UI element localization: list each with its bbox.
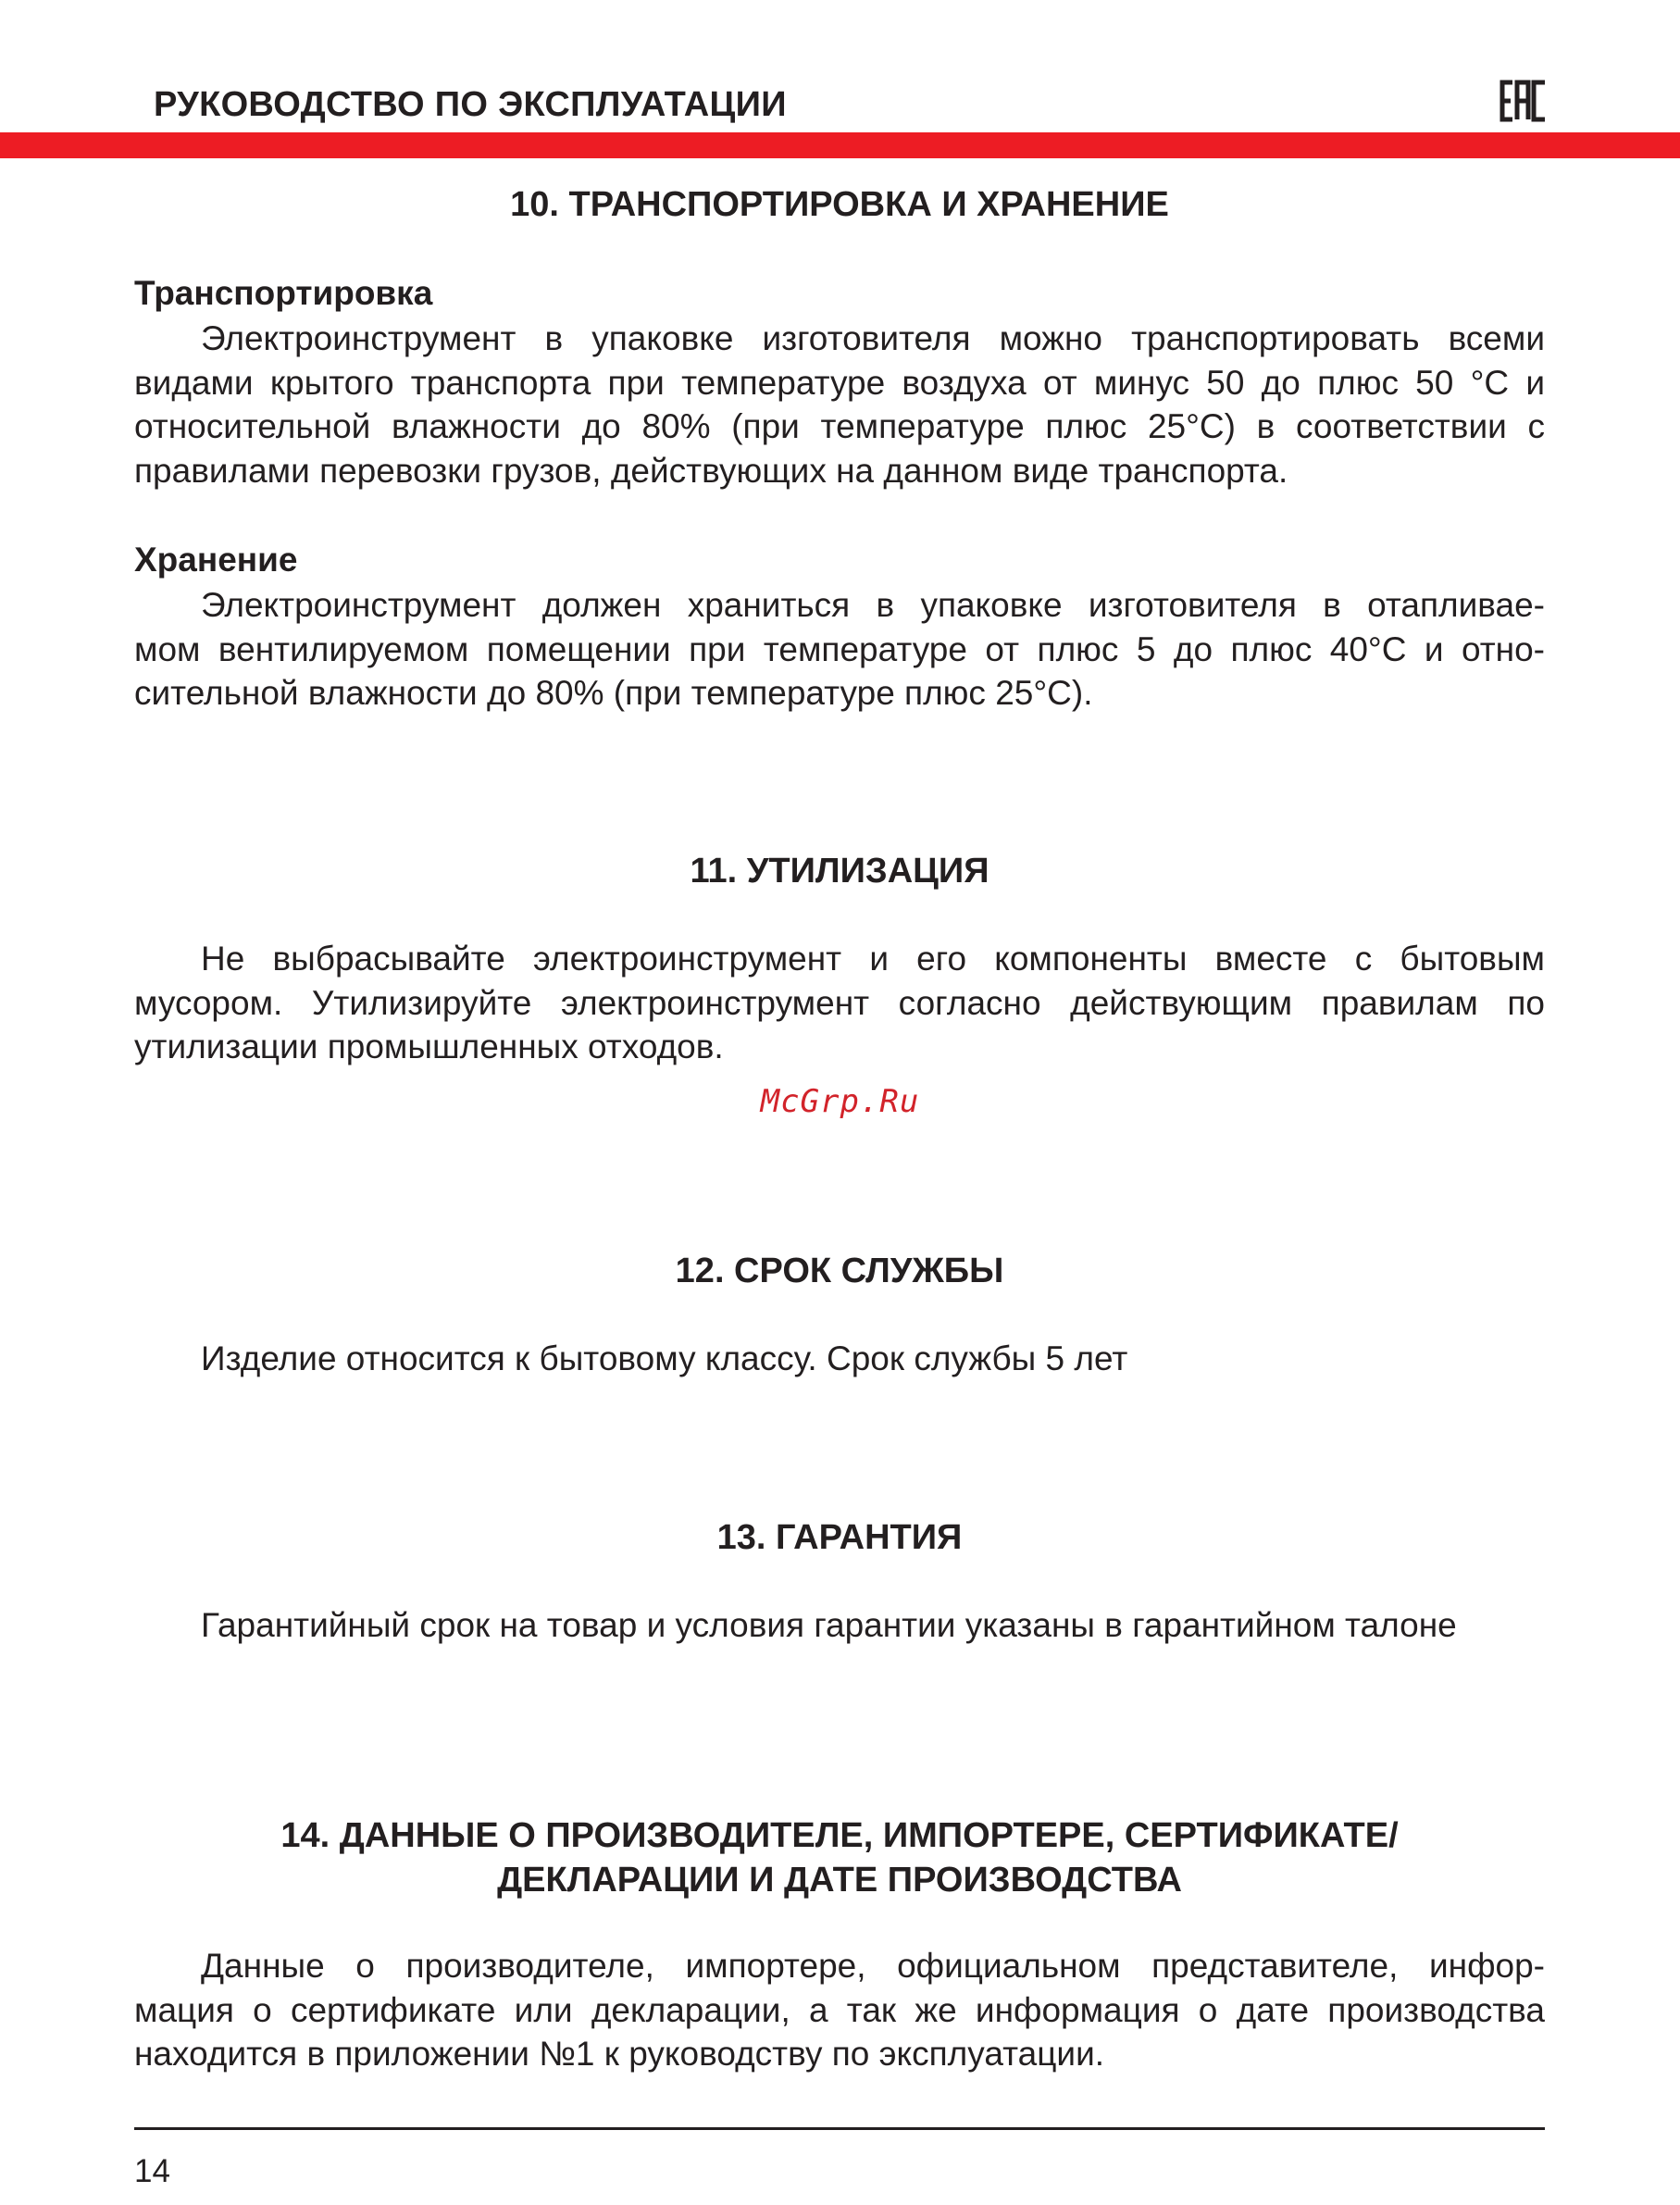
eac-certification-logo (1500, 80, 1548, 122)
service-life-paragraph (134, 1337, 1545, 1381)
page-number: 14 (134, 2153, 170, 2189)
document-header-title: РУКОВОДСТВО ПО ЭКСПЛУАТАЦИИ (154, 85, 787, 124)
paragraph-line: видами крытого транспорта при температуре воздуха от минус 50 до плюс 50 °С и (134, 363, 1545, 402)
paragraph-line: мусором. Утилизируйте электроинструмент согласно действующим правилам по (134, 983, 1545, 1022)
disposal-paragraph (134, 937, 1545, 1069)
storage-subheading: Хранение (134, 541, 298, 579)
paragraph-line: Электроинструмент в упаковке изготовителя можно транспортировать всеми (201, 319, 1545, 357)
paragraph-line: правилами перевозки грузов, действующих на данном виде транспорта. (134, 451, 1288, 490)
paragraph-line: мом вентилируемом помещении при температуре от плюс 5 до плюс 40°С и отно- (134, 629, 1545, 668)
section-14-title-line1: 14. ДАННЫЕ О ПРОИЗВОДИТЕЛЕ, ИМПОРТЕРЕ, СЕРТИФИКАТЕ/ (280, 1816, 1399, 1855)
paragraph-line: Не выбрасывайте электроинструмент и его компоненты вместе с бытовым (201, 940, 1545, 978)
header-red-bar (0, 132, 1680, 158)
warranty-paragraph (134, 1603, 1545, 1648)
watermark-link[interactable]: McGrp.Ru (760, 1083, 920, 1120)
section-10-title: 10. ТРАНСПОРТИРОВКА И ХРАНЕНИЕ (510, 185, 1169, 224)
paragraph-line: Электроинструмент должен храниться в упаковке изготовителя в отапливае- (201, 586, 1545, 624)
paragraph-line: мация о сертификате или декларации, а так же информация о дате производства (134, 1990, 1545, 2029)
paragraph-line: Изделие относится к бытовому классу. Срок службы 5 лет (201, 1339, 1128, 1377)
manufacturer-paragraph (134, 1944, 1545, 2076)
storage-paragraph (134, 583, 1545, 716)
section-13-title: 13. ГАРАНТИЯ (716, 1518, 963, 1557)
paragraph-line: находится в приложении №1 к руководству по эксплуатации. (134, 2035, 1105, 2073)
section-12-title: 12. СРОК СЛУЖБЫ (675, 1252, 1004, 1290)
paragraph-line: Данные о производителе, импортере, официальном представителе, инфор- (201, 1947, 1545, 1985)
paragraph-line: утилизации промышленных отходов. (134, 1028, 724, 1065)
section-11-title: 11. УТИЛИЗАЦИЯ (690, 852, 989, 891)
paragraph-line: Гарантийный срок на товар и условия гарантии указаны в гарантийном талоне (201, 1606, 1457, 1644)
footer-divider (134, 2127, 1545, 2130)
paragraph-line: сительной влажности до 80% (при температуре плюс 25°С). (134, 674, 1093, 712)
paragraph-line: относительной влажности до 80% (при температуре плюс 25°С) в соответствии с (134, 407, 1545, 445)
transport-subheading: Транспортировка (134, 274, 433, 312)
transport-paragraph (134, 317, 1545, 492)
section-14-title-line2: ДЕКЛАРАЦИИ И ДАТЕ ПРОИЗВОДСТВА (497, 1861, 1182, 1900)
